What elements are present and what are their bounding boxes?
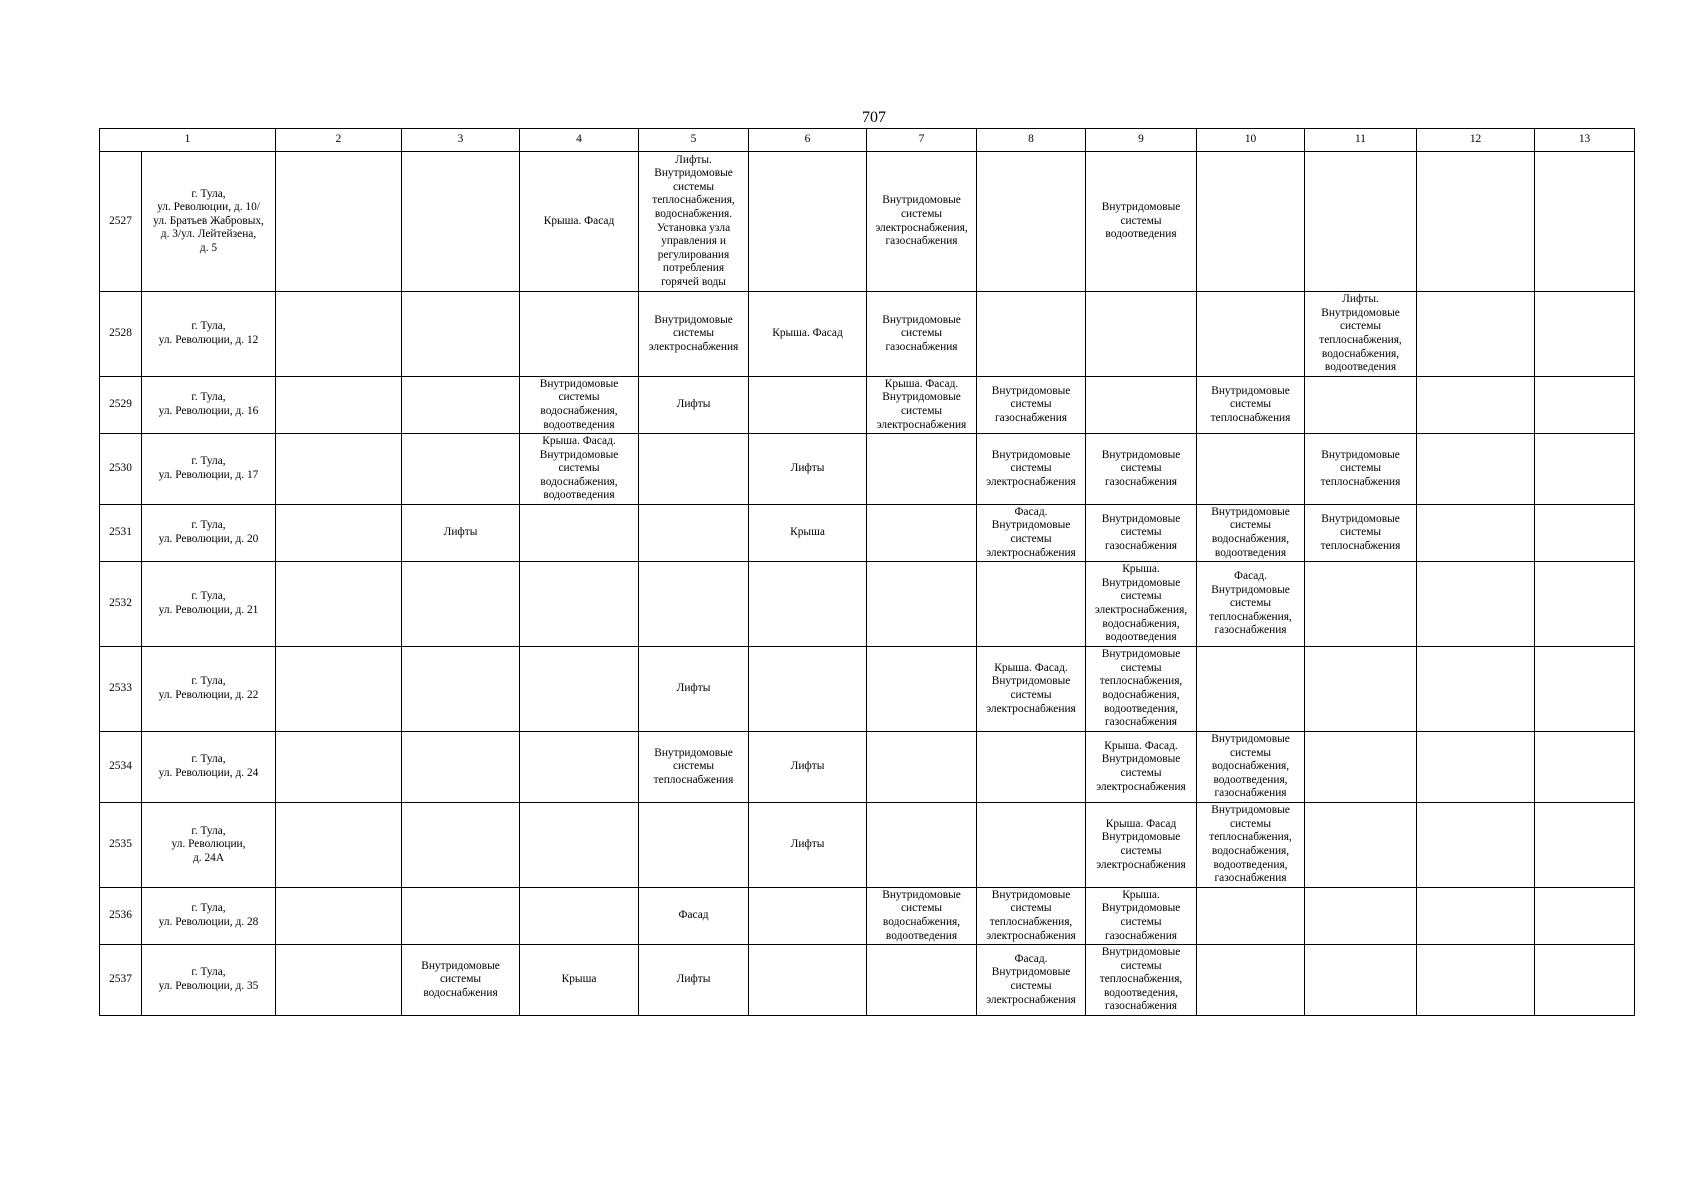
- work-cell: [1305, 803, 1417, 888]
- address-cell: г. Тула, ул. Революции, д. 16: [142, 377, 276, 434]
- work-cell: [1417, 434, 1535, 505]
- work-cell: [276, 803, 402, 888]
- address-cell: г. Тула, ул. Революции, д. 17: [142, 434, 276, 505]
- work-cell: Лифты. Внутридомовые системы теплоснабжения, водоснабжения, водоотведения: [1305, 292, 1417, 377]
- work-cell: [867, 647, 977, 732]
- work-cell: [1417, 377, 1535, 434]
- work-cell: [276, 888, 402, 945]
- work-cell: Внутридомовые системы водоснабжения: [402, 945, 520, 1016]
- work-cell: [867, 505, 977, 562]
- work-cell: [520, 562, 639, 647]
- work-cell: Крыша. Внутридомовые системы газоснабжения: [1086, 888, 1197, 945]
- work-cell: Крыша. Фасад. Внутридомовые системы водоснабжения, водоотведения: [520, 434, 639, 505]
- work-cell: [1086, 292, 1197, 377]
- work-cell: [402, 803, 520, 888]
- work-cell: [1305, 888, 1417, 945]
- work-cell: Внутридомовые системы теплоснабжения, водоснабжения, водоотведения, газоснабжения: [1086, 647, 1197, 732]
- work-cell: [520, 647, 639, 732]
- column-header: 5: [639, 129, 749, 152]
- work-cell: Крыша. Фасад. Внутридомовые системы электроснабжения: [867, 377, 977, 434]
- work-cell: [520, 888, 639, 945]
- work-cell: [867, 945, 977, 1016]
- work-cell: [276, 434, 402, 505]
- column-header: 11: [1305, 129, 1417, 152]
- work-cell: [977, 562, 1086, 647]
- work-cell: [977, 732, 1086, 803]
- work-cell: Фасад: [639, 888, 749, 945]
- work-cell: Внутридомовые системы теплоснабжения, водоснабжения, водоотведения, газоснабжения: [1197, 803, 1305, 888]
- row-number: 2535: [100, 803, 142, 888]
- address-cell: г. Тула, ул. Революции, д. 20: [142, 505, 276, 562]
- address-cell: г. Тула, ул. Революции, д. 24А: [142, 803, 276, 888]
- table-row: [100, 152, 1635, 292]
- work-cell: Фасад. Внутридомовые системы электроснабжения: [977, 505, 1086, 562]
- work-cell: [520, 732, 639, 803]
- work-cell: [1305, 377, 1417, 434]
- work-cell: [977, 803, 1086, 888]
- work-cell: [276, 647, 402, 732]
- work-cell: Внутридомовые системы теплоснабжения, электроснабжения: [977, 888, 1086, 945]
- work-cell: [867, 732, 977, 803]
- work-cell: [276, 732, 402, 803]
- column-header: 8: [977, 129, 1086, 152]
- address-cell: г. Тула, ул. Революции, д. 22: [142, 647, 276, 732]
- work-cell: Лифты. Внутридомовые системы теплоснабжения, водоснабжения. Установка узла управления и регулирования потребления горячей воды: [639, 152, 749, 292]
- work-cell: [1417, 732, 1535, 803]
- work-cell: [520, 292, 639, 377]
- table-row: [100, 647, 1635, 732]
- work-cell: [1086, 377, 1197, 434]
- work-cell: [402, 562, 520, 647]
- work-cell: [1535, 562, 1635, 647]
- work-cell: [520, 505, 639, 562]
- work-cell: [402, 152, 520, 292]
- table-row: [100, 505, 1635, 562]
- work-cell: Внутридомовые системы водоснабжения, водоотведения, газоснабжения: [1197, 732, 1305, 803]
- work-cell: [1197, 292, 1305, 377]
- work-cell: [1417, 945, 1535, 1016]
- work-cell: [639, 562, 749, 647]
- work-cell: Лифты: [749, 732, 867, 803]
- work-cell: Внутридомовые системы теплоснабжения: [639, 732, 749, 803]
- column-header: 3: [402, 129, 520, 152]
- row-number: 2534: [100, 732, 142, 803]
- work-cell: [749, 562, 867, 647]
- column-header: 9: [1086, 129, 1197, 152]
- work-cell: [639, 803, 749, 888]
- column-header: 4: [520, 129, 639, 152]
- work-cell: Внутридомовые системы водоснабжения, водоотведения: [867, 888, 977, 945]
- work-cell: Крыша: [520, 945, 639, 1016]
- work-cell: [276, 945, 402, 1016]
- address-cell: г. Тула, ул. Революции, д. 35: [142, 945, 276, 1016]
- work-cell: Лифты: [639, 647, 749, 732]
- work-cell: Лифты: [639, 377, 749, 434]
- work-cell: [1535, 292, 1635, 377]
- work-cell: Лифты: [639, 945, 749, 1016]
- work-cell: [639, 505, 749, 562]
- work-cell: [1535, 505, 1635, 562]
- work-cell: [1535, 803, 1635, 888]
- work-cell: [1417, 888, 1535, 945]
- work-cell: [276, 505, 402, 562]
- row-number: 2530: [100, 434, 142, 505]
- work-cell: [276, 562, 402, 647]
- work-cell: [276, 152, 402, 292]
- work-cell: Внутридомовые системы теплоснабжения: [1305, 434, 1417, 505]
- work-cell: [1197, 647, 1305, 732]
- address-cell: г. Тула, ул. Революции, д. 10/ ул. Братьев Жабровых, д. 3/ул. Лейтейзена, д. 5: [142, 152, 276, 292]
- work-cell: [1535, 888, 1635, 945]
- work-cell: Лифты: [749, 434, 867, 505]
- work-cell: [1197, 888, 1305, 945]
- table-row: [100, 888, 1635, 945]
- work-cell: [749, 647, 867, 732]
- work-cell: Внутридомовые системы газоснабжения: [1086, 434, 1197, 505]
- table-row: [100, 803, 1635, 888]
- work-cell: [402, 377, 520, 434]
- work-cell: [867, 803, 977, 888]
- work-cell: Фасад. Внутридомовые системы теплоснабжения, газоснабжения: [1197, 562, 1305, 647]
- work-cell: [1305, 945, 1417, 1016]
- work-cell: Лифты: [402, 505, 520, 562]
- work-cell: [402, 888, 520, 945]
- row-number: 2531: [100, 505, 142, 562]
- address-cell: г. Тула, ул. Революции, д. 21: [142, 562, 276, 647]
- work-cell: [1197, 152, 1305, 292]
- work-cell: [867, 434, 977, 505]
- repair-schedule-table: [99, 128, 1635, 1016]
- work-cell: Крыша. Фасад Внутридомовые системы электроснабжения: [1086, 803, 1197, 888]
- work-cell: Внутридомовые системы водоотведения: [1086, 152, 1197, 292]
- work-cell: [276, 292, 402, 377]
- work-cell: [1197, 434, 1305, 505]
- work-cell: Лифты: [749, 803, 867, 888]
- work-cell: Внутридомовые системы газоснабжения: [977, 377, 1086, 434]
- table-row: [100, 562, 1635, 647]
- address-cell: г. Тула, ул. Революции, д. 28: [142, 888, 276, 945]
- column-header: 7: [867, 129, 977, 152]
- work-cell: [749, 152, 867, 292]
- work-cell: [1305, 647, 1417, 732]
- work-cell: [402, 647, 520, 732]
- work-cell: [1417, 647, 1535, 732]
- work-cell: [1417, 803, 1535, 888]
- work-cell: [1417, 152, 1535, 292]
- work-cell: [977, 292, 1086, 377]
- work-cell: [1535, 152, 1635, 292]
- work-cell: [749, 888, 867, 945]
- address-cell: г. Тула, ул. Революции, д. 12: [142, 292, 276, 377]
- table-row: [100, 945, 1635, 1016]
- row-number: 2537: [100, 945, 142, 1016]
- work-cell: [1197, 945, 1305, 1016]
- work-cell: [1417, 292, 1535, 377]
- work-cell: [639, 434, 749, 505]
- work-cell: Внутридомовые системы водоснабжения, водоотведения: [520, 377, 639, 434]
- work-cell: [1535, 732, 1635, 803]
- work-cell: Внутридомовые системы газоснабжения: [867, 292, 977, 377]
- work-cell: Внутридомовые системы электроснабжения, газоснабжения: [867, 152, 977, 292]
- work-cell: Внутридомовые системы теплоснабжения, водоотведения, газоснабжения: [1086, 945, 1197, 1016]
- work-cell: Внутридомовые системы теплоснабжения: [1305, 505, 1417, 562]
- work-cell: [867, 562, 977, 647]
- row-number: 2536: [100, 888, 142, 945]
- row-number: 2527: [100, 152, 142, 292]
- work-cell: Внутридомовые системы теплоснабжения: [1197, 377, 1305, 434]
- work-cell: [1417, 562, 1535, 647]
- column-header: 13: [1535, 129, 1635, 152]
- work-cell: [1535, 377, 1635, 434]
- column-header: 6: [749, 129, 867, 152]
- work-cell: Крыша. Внутридомовые системы электроснабжения, водоснабжения, водоотведения: [1086, 562, 1197, 647]
- column-header: 2: [276, 129, 402, 152]
- work-cell: [402, 434, 520, 505]
- work-cell: Фасад. Внутридомовые системы электроснабжения: [977, 945, 1086, 1016]
- work-cell: [1305, 562, 1417, 647]
- work-cell: [749, 945, 867, 1016]
- work-cell: [1535, 647, 1635, 732]
- table-row: [100, 377, 1635, 434]
- table-row: [100, 434, 1635, 505]
- work-cell: [1305, 732, 1417, 803]
- work-cell: [1305, 152, 1417, 292]
- row-number: 2528: [100, 292, 142, 377]
- work-cell: [977, 152, 1086, 292]
- header-row: [100, 129, 1635, 152]
- work-cell: [1417, 505, 1535, 562]
- work-cell: Крыша. Фасад: [749, 292, 867, 377]
- work-cell: Крыша. Фасад. Внутридомовые системы электроснабжения: [977, 647, 1086, 732]
- column-header: 1: [100, 129, 276, 152]
- table-row: [100, 732, 1635, 803]
- row-number: 2529: [100, 377, 142, 434]
- address-cell: г. Тула, ул. Революции, д. 24: [142, 732, 276, 803]
- row-number: 2533: [100, 647, 142, 732]
- work-cell: Крыша: [749, 505, 867, 562]
- work-cell: Крыша. Фасад: [520, 152, 639, 292]
- column-header: 10: [1197, 129, 1305, 152]
- work-cell: Внутридомовые системы газоснабжения: [1086, 505, 1197, 562]
- work-cell: Внутридомовые системы электроснабжения: [639, 292, 749, 377]
- work-cell: [520, 803, 639, 888]
- table-row: [100, 292, 1635, 377]
- page-number: 707: [862, 109, 886, 126]
- work-cell: [276, 377, 402, 434]
- work-cell: Внутридомовые системы водоснабжения, водоотведения: [1197, 505, 1305, 562]
- row-number: 2532: [100, 562, 142, 647]
- work-cell: [402, 292, 520, 377]
- work-cell: [1535, 434, 1635, 505]
- work-cell: [749, 377, 867, 434]
- work-cell: Крыша. Фасад. Внутридомовые системы электроснабжения: [1086, 732, 1197, 803]
- work-cell: Внутридомовые системы электроснабжения: [977, 434, 1086, 505]
- work-cell: [402, 732, 520, 803]
- column-header: 12: [1417, 129, 1535, 152]
- work-cell: [1535, 945, 1635, 1016]
